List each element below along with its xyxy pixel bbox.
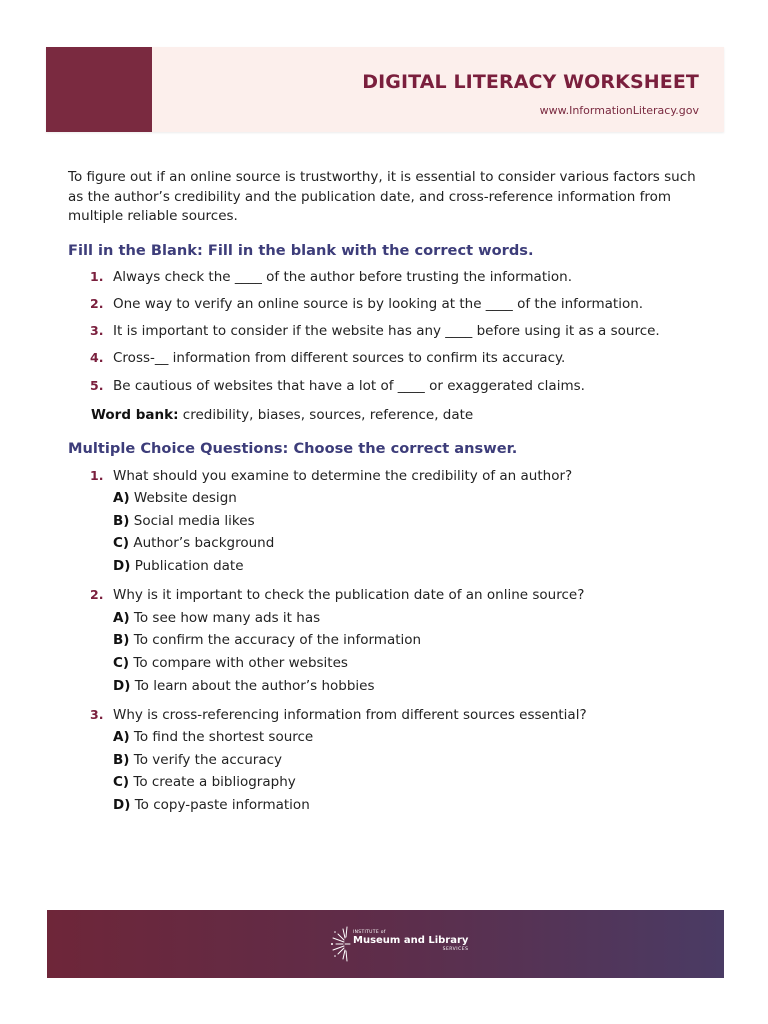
item-text: Be cautious of websites that have a lot of ____ or exaggerated claims. [113, 377, 585, 394]
item-text: Always check the ____ of the author before trusting the information. [113, 268, 572, 285]
option-letter: D) [113, 677, 131, 694]
option-text: To verify the accuracy [133, 751, 283, 768]
option-letter: B) [113, 512, 130, 529]
answer-option [113, 555, 708, 578]
option-text: To confirm the accuracy of the information [133, 632, 422, 649]
item-number: 3. [90, 323, 104, 339]
logo-main-text: Museum and Library [353, 935, 469, 946]
question-text: Why is cross-referencing information from different sources essential? [113, 706, 587, 723]
question-item [90, 584, 708, 697]
option-text: To find the shortest source [133, 729, 314, 746]
multiple-choice-list [68, 465, 708, 817]
option-text: Social media likes [133, 512, 255, 529]
option-letter: A) [113, 490, 130, 507]
intro-paragraph: To figure out if an online source is trustworthy, it is essential to consider various factors such as the author’s credibility and the publication date, and cross-reference information from multiple reliable sources. [68, 169, 696, 224]
answer-option [113, 629, 708, 652]
option-text: To copy-paste information [134, 797, 310, 813]
answer-option [113, 771, 708, 794]
word-bank [91, 405, 708, 425]
question-number: 3. [90, 706, 104, 722]
worksheet-header [46, 47, 724, 132]
worksheet-content [68, 168, 708, 823]
answer-option [113, 487, 708, 510]
fill-in-blank-item [90, 294, 708, 314]
question-number: 1. [90, 467, 104, 483]
item-text: Cross-__ information from different sources to confirm its accuracy. [113, 350, 566, 367]
logo-sub-text: SERVICES [442, 947, 469, 952]
option-letter: C) [113, 535, 130, 552]
option-letter: A) [113, 729, 130, 746]
footer-banner [47, 910, 724, 978]
answer-option [113, 652, 708, 675]
question-item [90, 704, 708, 817]
question-number: 2. [90, 587, 104, 603]
institute-logo [329, 923, 469, 965]
answer-option [113, 726, 708, 749]
option-text: To learn about the author’s hobbies [134, 677, 375, 694]
page-title: DIGITAL LITERACY WORKSHEET [362, 71, 699, 93]
item-number: 2. [90, 295, 104, 311]
header-color-block [46, 47, 152, 132]
answer-option [113, 532, 708, 555]
word-bank-words: credibility, biases, sources, reference, date [182, 406, 474, 423]
option-letter: B) [113, 632, 130, 649]
option-letter: A) [113, 609, 130, 626]
answer-option [113, 510, 708, 533]
item-number: 1. [90, 268, 104, 284]
fill-in-blank-item [90, 321, 708, 341]
answer-option [113, 675, 708, 698]
fill-in-blank-item [90, 348, 708, 368]
option-text: Website design [133, 490, 237, 507]
option-text: To see how many ads it has [133, 609, 321, 626]
option-letter: C) [113, 774, 130, 791]
logo-small-text: INSTITUTE of [353, 930, 386, 935]
item-number: 4. [90, 350, 104, 366]
option-text: Author’s background [133, 535, 275, 552]
item-text: One way to verify an online source is by looking at the ____ of the information. [113, 295, 644, 312]
word-bank-label: Word bank: [91, 406, 179, 423]
option-text: To create a bibliography [133, 774, 296, 791]
item-text: It is important to consider if the website has any ____ before using it as a source. [113, 323, 660, 340]
question-item [90, 465, 708, 578]
item-number: 5. [90, 377, 104, 393]
fill-in-blank-item [90, 267, 708, 287]
multiple-choice-title: Multiple Choice Questions: Choose the correct answer. [68, 439, 518, 457]
logo-wordmark [353, 930, 468, 952]
fill-in-blank-title: Fill in the Blank: Fill in the blank with the correct words. [68, 241, 534, 259]
option-text: To compare with other websites [133, 654, 348, 671]
answer-option [113, 749, 708, 772]
fill-in-blank-item [90, 376, 708, 396]
option-letter: B) [113, 751, 130, 768]
answer-option [113, 607, 708, 630]
option-letter: D) [113, 797, 131, 813]
question-text: What should you examine to determine the credibility of an author? [113, 467, 573, 484]
fill-in-blank-list [68, 267, 708, 396]
header-url: www.InformationLiteracy.gov [539, 104, 699, 117]
answer-option [113, 794, 708, 817]
question-text: Why is it important to check the publication date of an online source? [113, 587, 585, 604]
option-letter: D) [113, 558, 131, 575]
starburst-logo-icon [329, 923, 351, 965]
option-letter: C) [113, 654, 130, 671]
option-text: Publication date [134, 558, 244, 575]
